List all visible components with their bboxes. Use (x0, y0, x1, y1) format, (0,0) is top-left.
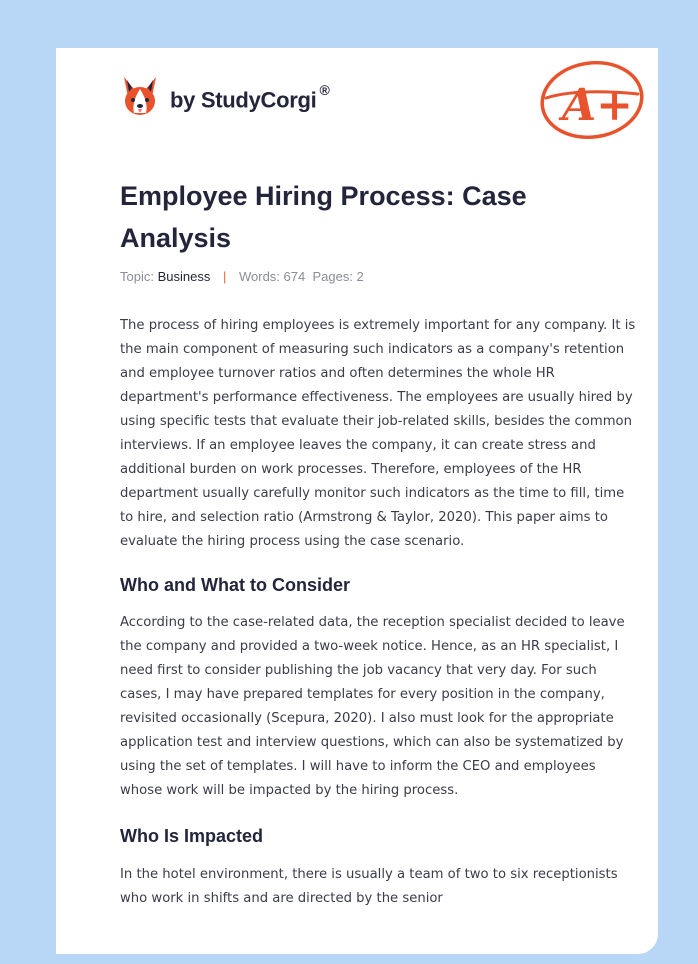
meta-separator: | (222, 269, 227, 284)
topic-value[interactable]: Business (157, 269, 211, 284)
essay-body (120, 314, 640, 911)
paragraph: The process of hiring employees is extremely important for any company. It is the main component of measuring such indicators as a company's retention and employee turnover ratios and often determines the whole HR department's performance effectiveness. The employees are usually hired by using specific tests that evaluate their job-related skills, besides the common interviews. If an employee leaves the company, it can create stress and additional burden on work processes. Therefore, employees of the HR department usually carefully monitor such indicators as the time to fill, time to hire, and selection ratio (Armstrong & Taylor, 2020). This paper aims to evaluate the hiring process using the case scenario. (120, 318, 636, 549)
corgi-icon (120, 75, 160, 119)
page-count: Pages: 2 (312, 269, 364, 284)
paragraph: According to the case-related data, the reception specialist decided to leave the company and provided a two-week notice. Hence, as an HR specialist, I need first to consider publishing the job vacancy that very day. For such cases, I may have prepared templates for every position in the company, revisited occasionally (Scepura, 2020). I also must look for the appropriate application test and interview questions, which can also be systematized by using the set of templates. I will have to inform the CEO and employees whose work will be impacted by the hiring process. (120, 615, 625, 798)
essay-title: Employee Hiring Process: Case Analysis (120, 181, 527, 253)
brand-name: by StudyCorgi ® (170, 82, 330, 113)
section-heading: Who Is Impacted (120, 826, 264, 846)
word-count: Words: 674 (238, 269, 306, 284)
paragraph: In the hotel environment, there is usually a team of two to six receptionists who work in shifts and are directed by the senior (120, 867, 618, 906)
topic-label: Topic: (120, 269, 154, 284)
essay-meta (120, 269, 364, 284)
a-plus-icon (538, 58, 648, 142)
brand-logo[interactable] (120, 75, 329, 119)
section-heading: Who and What to Consider (120, 575, 350, 595)
document-page (56, 48, 658, 954)
grade-text: A+ (562, 80, 634, 131)
